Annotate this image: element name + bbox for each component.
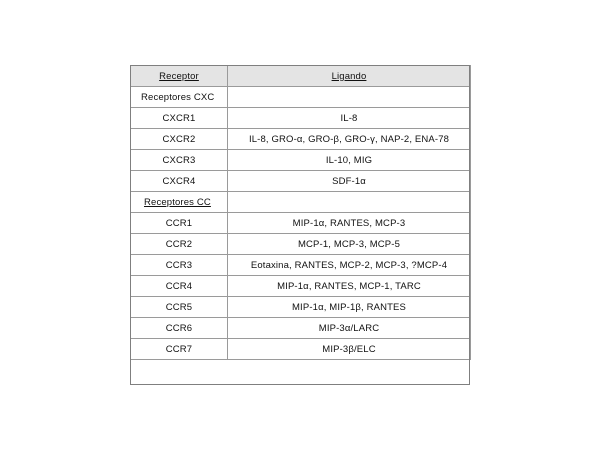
ligand-cell: SDF-1α	[228, 171, 471, 192]
ligand-cell: MIP-1α, RANTES, MCP-1, TARC	[228, 276, 471, 297]
group-label-cxc: Receptores CXC	[131, 87, 228, 108]
receptor-cell: CCR1	[131, 213, 228, 234]
header-ligando: Ligando	[228, 66, 471, 87]
table-row	[131, 234, 471, 255]
table-row	[131, 297, 471, 318]
ligand-cell: IL-8, GRO-α, GRO-β, GRO-γ, NAP-2, ENA-78	[228, 129, 471, 150]
group-label-cc: Receptores CC	[131, 192, 228, 213]
table-row	[131, 318, 471, 339]
receptor-cell: CCR7	[131, 339, 228, 360]
table-row	[131, 150, 471, 171]
group-empty-cell	[228, 87, 471, 108]
group-empty-cell	[228, 192, 471, 213]
ligand-cell: MIP-1α, RANTES, MCP-3	[228, 213, 471, 234]
receptor-cell: CCR3	[131, 255, 228, 276]
group-row-cxc	[131, 87, 471, 108]
header-receptor: Receptor	[131, 66, 228, 87]
table-row	[131, 213, 471, 234]
group-row-cc	[131, 192, 471, 213]
receptor-cell: CXCR4	[131, 171, 228, 192]
ligand-cell: MCP-1, MCP-3, MCP-5	[228, 234, 471, 255]
table-body	[131, 87, 471, 360]
receptor-cell: CCR6	[131, 318, 228, 339]
table-row	[131, 276, 471, 297]
ligand-cell: Eotaxina, RANTES, MCP-2, MCP-3, ?MCP-4	[228, 255, 471, 276]
receptor-cell: CCR4	[131, 276, 228, 297]
receptor-cell: CXCR1	[131, 108, 228, 129]
table-row	[131, 339, 471, 360]
receptor-cell: CCR2	[131, 234, 228, 255]
table-row	[131, 129, 471, 150]
table-header	[131, 66, 471, 87]
receptor-ligand-table	[130, 65, 471, 360]
table-row	[131, 108, 471, 129]
receptor-cell: CXCR2	[131, 129, 228, 150]
ligand-cell: MIP-1α, MIP-1β, RANTES	[228, 297, 471, 318]
table-row	[131, 171, 471, 192]
table-row	[131, 255, 471, 276]
receptor-cell: CCR5	[131, 297, 228, 318]
ligand-cell: IL-8	[228, 108, 471, 129]
ligand-cell: MIP-3β/ELC	[228, 339, 471, 360]
header-row	[131, 66, 471, 87]
ligand-cell: IL-10, MIG	[228, 150, 471, 171]
receptor-cell: CXCR3	[131, 150, 228, 171]
ligand-cell: MIP-3α/LARC	[228, 318, 471, 339]
